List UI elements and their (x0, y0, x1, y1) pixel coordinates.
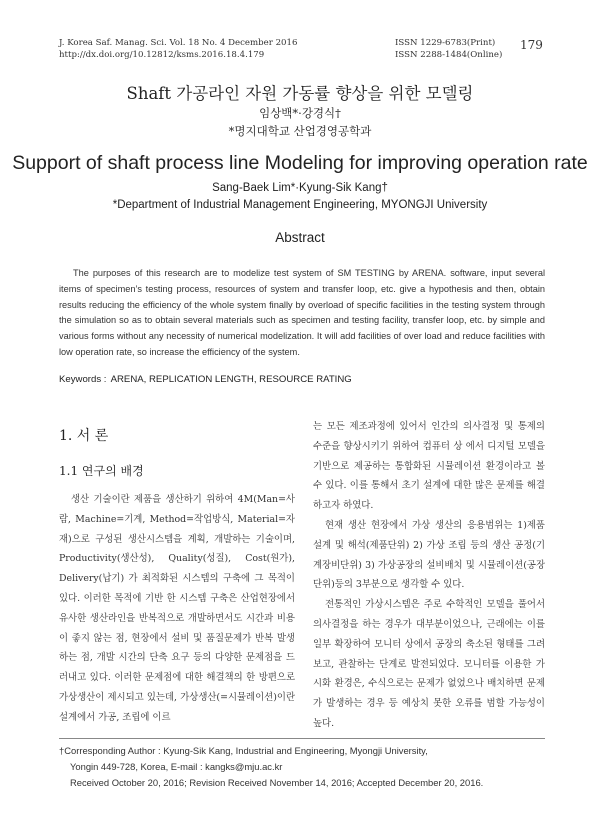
issn-block (395, 38, 502, 61)
issn-online: ISSN 2288-1484(Online) (395, 49, 503, 60)
footnote-address-email: Yongin 449-728, Korea, E-mail : kangks@mju.ac.kr (70, 761, 283, 772)
keywords (59, 374, 352, 385)
subsection-heading: 1.1 연구의 배경 (59, 464, 144, 478)
body-right-paragraph-1: 는 모든 제조과정에 있어서 인간의 의사결정 및 통제의 수준을 향상시키기 위하여 컴퓨터 상 에서 디지털 모델을 기반으로 제공하는 통합화된 시뮬레이션 환경이라고 볼 수 있다. 이를 통해서 초기 설계에 대한 많은 문제를 해결하고자 하였다. (313, 421, 545, 512)
title-korean: Shaft 가공라인 자원 가동률 향상을 위한 모델링 (126, 84, 474, 103)
doi-link[interactable]: http://dx.doi.org/10.12812/ksms.2016.18.4.179 (59, 49, 265, 60)
affiliation-korean: *명지대학교 산업경영공학과 (228, 124, 372, 138)
keywords-label: Keywords : (59, 374, 107, 385)
body-left-paragraph: 생산 기술이란 제품을 생산하기 위하여 4M(Man=사람, Machine=기계, Method=작업방식, Material=자재)으로 구성된 생산시스템을 계획, 개발하는 기술이며, Productivity(생산성), Quality(성질), Cost(원가), Delivery(납기) 가 최적화된 시스템의 구축에 그 목적이 있다. 이러한 목적에 기반 한 시스템 구축은 산업현장에서 유사한 생산라인을 반복적으로 개발하면서도 시간과 비용이 좋지 않는 점, 현장에서 설비 및 품질문제가 반복 발생하는 점, 개발 시간의 단축 요구 등의 다양한 문제점을 드러내고 있다. 이러한 문제점에 대한 해결책의 한 방편으로 가상생산이 제시되고 있는데, 가상생산(=시뮬레이션)이란 설계에서 가공, 조립에 이르 (59, 494, 295, 723)
section-heading: 1. 서 론 (59, 428, 109, 444)
title-english: Support of shaft process line Modeling for improving operation rate (12, 152, 588, 174)
authors-korean: 임상백*·강경식† (259, 106, 341, 120)
footnote-corresponding-author: †Corresponding Author : Kyung-Sik Kang, Industrial and Engineering, Myongji University, (59, 745, 428, 756)
abstract-heading: Abstract (275, 230, 325, 245)
body-right-paragraph-2: 현재 생산 현장에서 가상 생산의 응용범위는 1)제품 설계 및 해석(제품단위) 2) 가상 조립 등의 생산 공정(기계장비단위) 3) 가상공장의 설비배치 및 시뮬레이션(공장단위)등의 3부분으로 생각할 수 있다. (313, 519, 545, 591)
journal-citation (59, 38, 297, 61)
issn-print: ISSN 1229-6783(Print) (395, 38, 496, 48)
journal-line: J. Korea Saf. Manag. Sci. Vol. 18 No. 4 December 2016 (59, 38, 298, 48)
body-right-paragraph-3: 전통적인 가상시스템은 주로 수학적인 모델을 풀어서 의사결정을 하는 경우가 대부분이었으나, 근래에는 이를 일부 확장하여 모니터 상에서 공장의 축소된 형태를 그려보고, 관찰하는 단계로 발전되었다. 모니터를 이용한 가시화 환경은, 수식으로는 문제가 없었으나 배치하면 문제가 발생하는 경우 등 예상치 못한 오류를 범할 가능성이 높다. (313, 599, 545, 729)
abstract-text: The purposes of this research are to modelize test system of SM TESTING by ARENA. software, input several items of specimen’s testing process, resources of system and transfer loop, etc. give a hypothesis and then, obtain results reducing the efficiency of the whole system finally by overload of specific facilities in the testing system through the simulation so as to obtain several materials such as specimen and testing facility, transfer loop, etc. by simple and various forms without any necessity of numerical modelization. It will add facilities of over load and reduce facilities with low operation rate, so increase the efficiency of the system. (59, 268, 545, 357)
affiliation-english: *Department of Industrial Management Engineering, MYONGJI University (112, 199, 488, 211)
footnote-dates: Received October 20, 2016; Revision Received November 14, 2016; Accepted December 20, 2016. (70, 777, 484, 788)
authors-english: Sang-Baek Lim*·Kyung-Sik Kang† (212, 182, 388, 194)
keywords-text: ARENA, REPLICATION LENGTH, RESOURCE RATING (110, 374, 352, 385)
footnote-divider (59, 738, 545, 739)
body-right-column (313, 417, 545, 734)
page-number: 179 (520, 38, 543, 52)
